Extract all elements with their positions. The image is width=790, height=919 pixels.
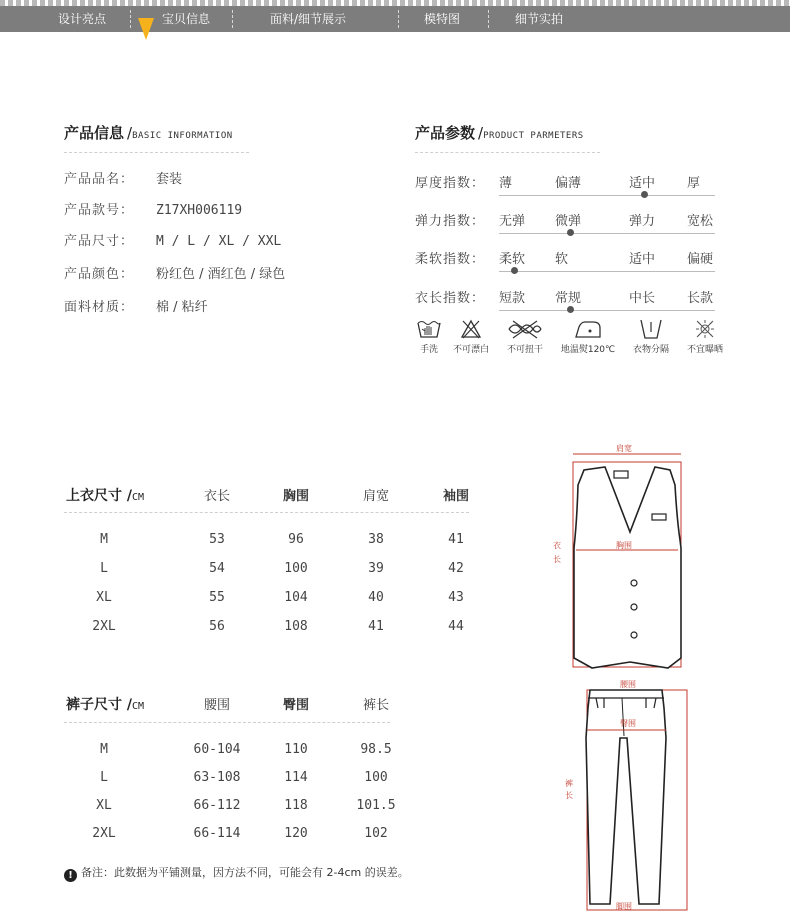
- nav-separator: [488, 10, 489, 28]
- nav-tab-model[interactable]: 模特图: [424, 12, 461, 26]
- param-option: 厚: [687, 176, 701, 191]
- nav-tab-product-info[interactable]: 宝贝信息: [162, 12, 211, 26]
- pants-length-label-2: 长: [565, 791, 573, 800]
- table-cell: 118: [284, 798, 308, 813]
- param-track: [499, 233, 715, 234]
- param-option: 常规: [555, 291, 582, 306]
- param-label: 衣长指数：: [415, 291, 486, 306]
- table-cell: 104: [284, 590, 308, 605]
- vest-top-pocket: [614, 471, 628, 478]
- param-option: 薄: [499, 176, 513, 191]
- warning-icon: !: [64, 869, 77, 882]
- size-cell: L: [100, 770, 108, 785]
- top-size-title: 上衣尺寸: [66, 488, 122, 504]
- table-cell: 66-114: [193, 826, 241, 841]
- param-option: 偏硬: [687, 252, 714, 267]
- table-header: 胸围: [282, 489, 309, 504]
- care-label: 衣物分隔: [632, 345, 669, 355]
- measurement-note: [64, 864, 409, 882]
- param-selected-dot: [641, 191, 648, 198]
- active-tab-marker: [138, 18, 154, 40]
- vest-outline: [574, 467, 681, 668]
- info-value: M / L / XL / XXL: [156, 234, 282, 249]
- care-label: 不可扭干: [506, 345, 543, 355]
- care-wash-separately: [625, 318, 677, 355]
- low-iron-icon: [573, 318, 603, 340]
- shoulder-label: 肩宽: [616, 444, 632, 453]
- care-label: 地温熨120℃: [560, 345, 616, 355]
- table-cell: 63-108: [193, 770, 241, 785]
- param-selected-dot: [567, 229, 574, 236]
- param-option: 适中: [629, 252, 656, 267]
- pants-size-title: 裤子尺寸: [66, 697, 122, 713]
- table-cell: 54: [209, 561, 225, 576]
- size-cell: M: [100, 532, 108, 547]
- note-text: 备注：此数据为平铺测量，因方法不同，可能会有 2-4cm 的误差。: [81, 866, 409, 879]
- table-cell: 98.5: [360, 742, 392, 757]
- product-params-heading: 产品参数 /PRODUCT PARMETERS: [415, 124, 584, 142]
- table-cell: 66-112: [193, 798, 241, 813]
- hand-wash-icon: [416, 318, 442, 340]
- param-option: 柔软: [499, 252, 526, 267]
- param-option: 弹力: [629, 214, 656, 229]
- product-info-subtitle: BASIC INFORMATION: [132, 131, 233, 141]
- care-label: 不可漂白: [452, 345, 489, 355]
- param-selected-dot: [511, 267, 518, 274]
- pants-length-label-1: 裤: [565, 779, 573, 788]
- care-hand-wash: [414, 318, 444, 355]
- param-track: [499, 195, 715, 196]
- param-option: 中长: [629, 291, 656, 306]
- info-row-colors: [64, 263, 285, 282]
- care-low-iron: [555, 318, 621, 355]
- product-info-heading: 产品信息 /BASIC INFORMATION: [64, 124, 233, 142]
- param-row-length: [415, 287, 720, 317]
- table-cell: 42: [448, 561, 464, 576]
- info-value: 粉红色 / 酒红色 / 绿色: [156, 267, 286, 282]
- top-nav-bar: [0, 6, 790, 32]
- info-label: 产品颜色：: [64, 267, 135, 282]
- size-cell: 2XL: [92, 826, 116, 841]
- nav-separator: [232, 10, 233, 28]
- param-option: 软: [555, 252, 569, 267]
- divider: [64, 722, 390, 723]
- param-row-softness: [415, 248, 720, 278]
- info-label: 面料材质：: [64, 300, 135, 315]
- nav-separator: [130, 10, 131, 28]
- table-cell: 41: [368, 619, 384, 634]
- nav-tab-design[interactable]: 设计亮点: [58, 12, 107, 26]
- table-cell: 44: [448, 619, 464, 634]
- param-option: 长款: [687, 291, 714, 306]
- param-label: 厚度指数：: [415, 176, 486, 191]
- table-cell: 100: [284, 561, 308, 576]
- table-cell: 108: [284, 619, 308, 634]
- wash-separately-icon: [637, 318, 665, 340]
- table-cell: 56: [209, 619, 225, 634]
- size-cell: L: [100, 561, 108, 576]
- info-row-style-no: [64, 199, 242, 218]
- care-label: 不宜曝晒: [686, 345, 723, 355]
- nav-tab-detail-photos[interactable]: 细节实拍: [515, 12, 564, 26]
- hip-label: 臀围: [620, 719, 636, 728]
- pants-size-heading: 裤子尺寸 /CM: [66, 697, 145, 713]
- pants-size-unit: CM: [132, 701, 145, 712]
- table-cell: 38: [368, 532, 384, 547]
- table-cell: 114: [284, 770, 308, 785]
- table-header: 衣长: [203, 489, 230, 504]
- table-cell: 96: [288, 532, 304, 547]
- table-header: 裤长: [362, 698, 389, 713]
- table-cell: 55: [209, 590, 225, 605]
- info-value: Z17XH006119: [156, 203, 243, 218]
- table-cell: 120: [284, 826, 308, 841]
- vest-length-label-1: 衣: [553, 541, 561, 550]
- care-no-sun: [680, 318, 730, 355]
- param-option: 微弹: [555, 214, 582, 229]
- care-label: 手洗: [419, 345, 438, 355]
- param-option: 无弹: [499, 214, 526, 229]
- param-selected-dot: [567, 306, 574, 313]
- table-header: 肩宽: [362, 489, 389, 504]
- table-cell: 101.5: [356, 798, 396, 813]
- table-cell: 53: [209, 532, 225, 547]
- care-no-wring: [500, 318, 550, 355]
- table-cell: 43: [448, 590, 464, 605]
- table-cell: 41: [448, 532, 464, 547]
- table-header: 臀围: [282, 698, 309, 713]
- param-option: 短款: [499, 291, 526, 306]
- product-params-subtitle: PRODUCT PARMETERS: [483, 131, 584, 141]
- vest-length-label-2: 长: [553, 555, 561, 564]
- nav-tab-fabric[interactable]: 面料/细节展示: [270, 12, 347, 26]
- param-track: [499, 271, 715, 272]
- waist-label: 腰围: [620, 680, 636, 689]
- vest-measurement-diagram: [550, 440, 690, 670]
- no-wring-icon: [505, 318, 545, 340]
- no-sun-icon: [693, 318, 717, 340]
- divider: [64, 512, 469, 513]
- param-row-thickness: [415, 172, 720, 202]
- info-row-sizes: [64, 230, 281, 249]
- info-row-name: [64, 168, 182, 187]
- size-cell: XL: [96, 590, 112, 605]
- chest-label: 胸围: [616, 541, 632, 550]
- info-label: 产品款号：: [64, 203, 135, 218]
- table-cell: 110: [284, 742, 308, 757]
- product-info-title: 产品信息: [64, 124, 125, 142]
- size-cell: 2XL: [92, 619, 116, 634]
- divider: [64, 152, 249, 153]
- size-cell: XL: [96, 798, 112, 813]
- info-value: 套装: [156, 172, 183, 187]
- table-cell: 39: [368, 561, 384, 576]
- info-label: 产品品名：: [64, 172, 135, 187]
- param-label: 柔软指数：: [415, 252, 486, 267]
- table-header: 袖围: [442, 489, 469, 504]
- param-option: 宽松: [687, 214, 714, 229]
- param-option: 适中: [629, 176, 656, 191]
- pants-measurement-diagram: [560, 678, 690, 916]
- nav-separator: [398, 10, 399, 28]
- info-value: 棉 / 粘纤: [156, 300, 208, 315]
- info-label: 产品尺寸：: [64, 234, 135, 249]
- param-track: [499, 310, 715, 311]
- size-cell: M: [100, 742, 108, 757]
- table-header: 腰围: [203, 698, 230, 713]
- divider: [415, 152, 600, 153]
- top-size-heading: 上衣尺寸 /CM: [66, 488, 145, 504]
- info-row-material: [64, 296, 208, 315]
- product-params-title: 产品参数: [415, 124, 476, 142]
- no-bleach-icon: [459, 318, 483, 340]
- param-row-elasticity: [415, 210, 720, 240]
- table-cell: 102: [364, 826, 388, 841]
- table-cell: 60-104: [193, 742, 241, 757]
- table-cell: 40: [368, 590, 384, 605]
- param-label: 弹力指数：: [415, 214, 486, 229]
- table-cell: 100: [364, 770, 388, 785]
- hem-label: 脚围: [616, 902, 632, 911]
- top-size-unit: CM: [132, 492, 145, 503]
- param-option: 偏薄: [555, 176, 582, 191]
- care-no-bleach: [446, 318, 496, 355]
